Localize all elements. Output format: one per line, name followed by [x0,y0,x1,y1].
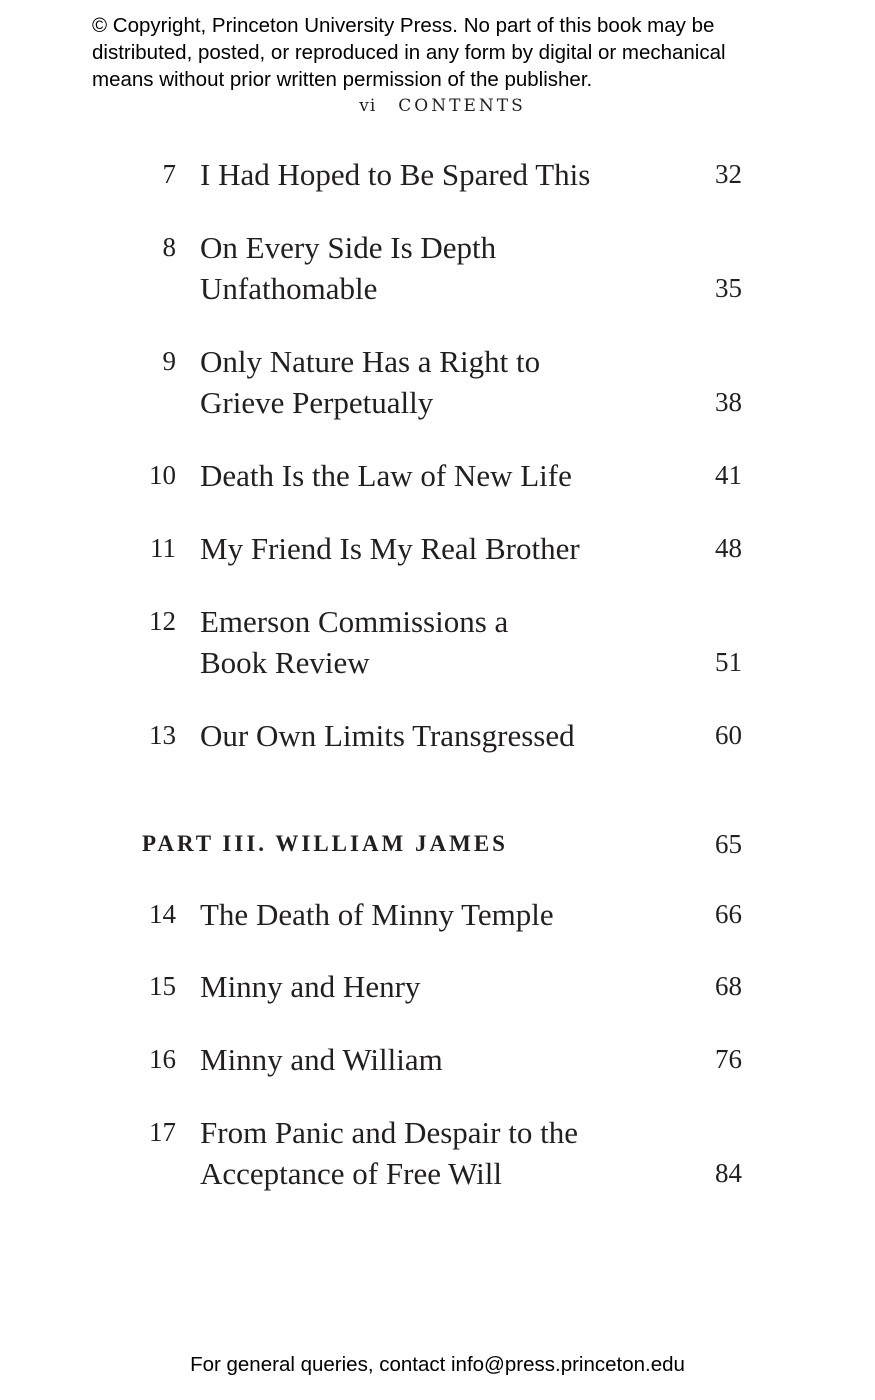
copyright-line: © Copyright, Princeton University Press. No part of this book may be [92,14,715,37]
page-number: 32 [715,159,742,189]
chapter-number: 11 [150,533,176,563]
chapter-title-line: Death Is the Law of New Life [200,458,572,493]
page-number: 76 [715,1044,742,1074]
chapter-title-line: My Friend Is My Real Brother [200,531,580,566]
chapter-number: 12 [149,606,176,636]
chapter-number: 17 [149,1117,176,1147]
chapter-title-line: Grieve Perpetually [200,385,434,420]
chapter-title [200,1112,680,1194]
copyright-line: distributed, posted, or reproduced in any form by digital or mechanical [92,41,726,64]
page-number: 84 [715,1158,742,1188]
chapter-number: 16 [149,1044,176,1074]
chapter-title-line: I Had Hoped to Be Spared This [200,157,591,192]
chapter-number: 8 [162,232,176,262]
chapter-number: 7 [162,159,176,189]
chapter-number: 15 [149,971,176,1001]
chapter-title [200,154,680,195]
copyright-notice [92,12,812,93]
chapter-number: 14 [149,899,176,929]
chapter-title-line: Book Review [200,645,370,680]
chapter-title-line: Our Own Limits Transgressed [200,718,575,753]
chapter-title-line: Unfathomable [200,271,378,306]
page-number: 66 [715,899,742,929]
chapter-title [200,528,680,569]
copyright-line: means without prior written permission of the publisher. [92,68,593,91]
chapter-title-line: Acceptance of Free Will [200,1156,503,1191]
chapter-title [200,341,680,423]
running-head [0,96,875,116]
chapter-title [200,227,680,309]
chapter-title-line: Emerson Commissions a [200,604,509,639]
page-number: 65 [715,829,742,859]
page-number: 41 [715,460,742,490]
chapter-title [200,715,680,756]
page-number: 60 [715,720,742,750]
chapter-number: 10 [149,460,176,490]
page-number: 35 [715,273,742,303]
chapter-number: 13 [149,720,176,750]
chapter-title-line: From Panic and Despair to the [200,1115,578,1150]
chapter-number: 9 [162,346,176,376]
page-number: 51 [715,647,742,677]
chapter-title [200,455,680,496]
chapter-title-line: Only Nature Has a Right to [200,344,541,379]
chapter-title [200,1039,680,1080]
page-folio: vi [359,96,377,116]
page-number: 48 [715,533,742,563]
page-number: 38 [715,387,742,417]
chapter-title-line: On Every Side Is Depth [200,230,497,265]
chapter-title-line: Minny and Henry [200,969,421,1004]
part-title: PART III. WILLIAM JAMES [142,831,508,856]
page-number: 68 [715,971,742,1001]
chapter-title-line: Minny and William [200,1042,443,1077]
footer-contact: For general queries, contact info@press.princeton.edu [190,1353,685,1376]
chapter-title [200,966,680,1007]
chapter-title [200,601,680,683]
running-head-title: CONTENTS [398,96,526,116]
chapter-title [200,894,680,935]
chapter-title-line: The Death of Minny Temple [200,897,554,932]
